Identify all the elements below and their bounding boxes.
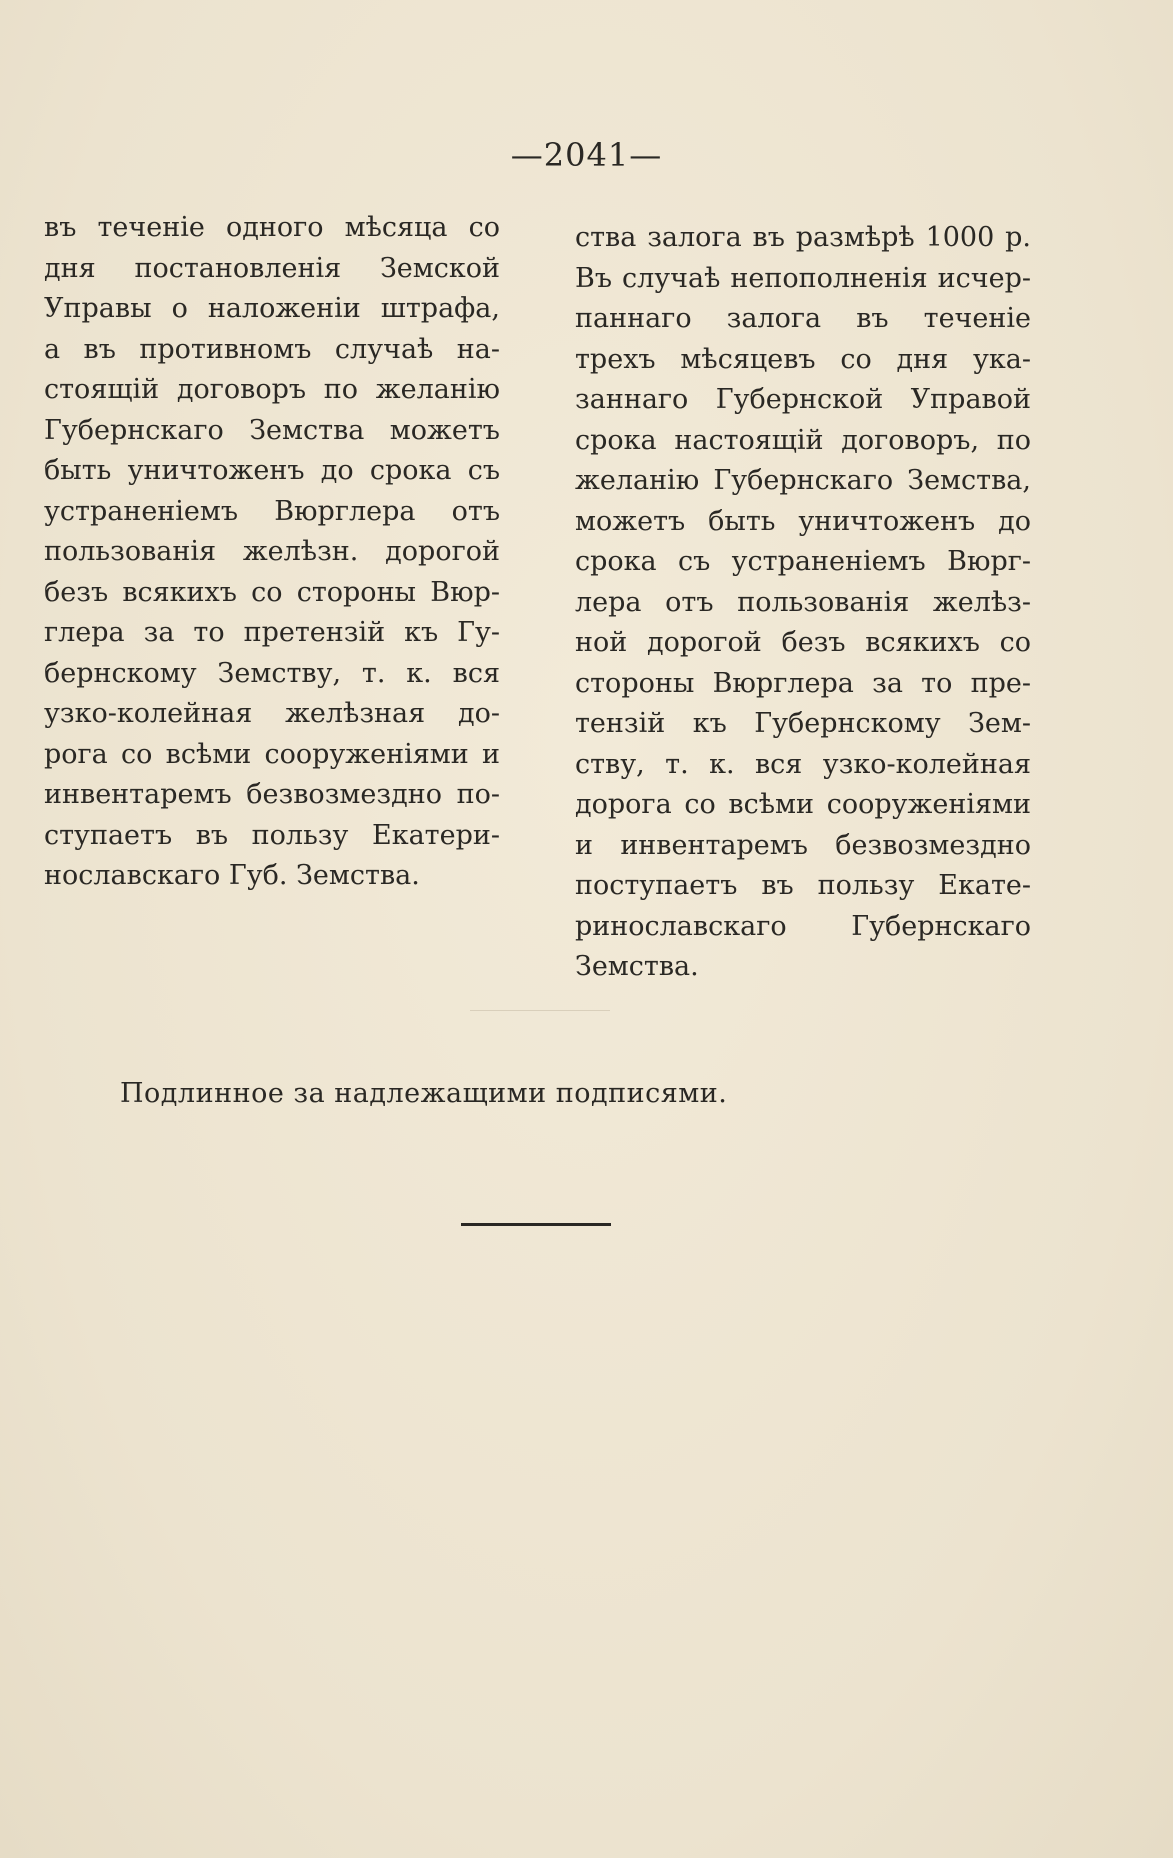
text-line: устраненіемъ Вюрглера отъ: [44, 495, 500, 527]
text-line: желанію Губернскаго Земства,: [575, 465, 1031, 496]
text-line: въ теченіе одного мѣсяца со: [44, 212, 500, 243]
text-line: стороны Вюрглера за то пре-: [575, 667, 1031, 699]
text-line: можетъ быть уничтоженъ до: [575, 505, 1031, 537]
text-line: бернскому Земству, т. к. вся: [44, 657, 500, 689]
text-line: быть уничтоженъ до срока съ: [44, 455, 500, 486]
text-line: ству, т. к. вся узко-колейная: [575, 748, 1031, 780]
text-line: срока настоящій договоръ, по: [575, 424, 1031, 456]
text-line: трехъ мѣсяцевъ со дня ука-: [575, 343, 1031, 375]
text-line: а въ противномъ случаѣ на-: [44, 333, 500, 365]
left-text-column: [44, 208, 500, 897]
closing-rule: [461, 1223, 611, 1226]
text-line: поступаетъ въ пользу Екате-: [575, 870, 1031, 901]
text-line: стоящій договоръ по желанію: [44, 374, 500, 405]
text-line: Губернскаго Земства можетъ: [44, 414, 500, 446]
text-line: Въ случаѣ непополненія исчер-: [575, 262, 1031, 294]
signature-note: Подлинное за надлежащими подписями.: [120, 1078, 728, 1109]
text-line: Управы о наложеніи штрафа,: [44, 293, 500, 324]
text-line: лера отъ пользованія желѣз-: [575, 586, 1031, 618]
text-line: ства залога въ размѣрѣ 1000 р.: [575, 222, 1031, 253]
text-line: узко-колейная желѣзная до-: [44, 698, 500, 729]
text-line: паннаго залога въ теченіе: [575, 303, 1031, 334]
text-line: дня постановленія Земской: [44, 252, 500, 284]
text-line: ринославскаго Губернскаго: [575, 910, 1031, 942]
text-line: рога со всѣми сооруженіями и: [44, 738, 500, 770]
faint-divider: [470, 1010, 610, 1011]
text-line: дорога со всѣми сооруженіями: [575, 789, 1031, 820]
right-text-column: [575, 218, 1031, 988]
text-line: глера за то претензій къ Гу-: [44, 617, 500, 648]
text-line: нославскаго Губ. Земства.: [44, 860, 420, 891]
text-line: инвентаремъ безвозмездно по-: [44, 779, 500, 810]
page-number: —2041—: [510, 136, 663, 174]
text-line: Земства.: [575, 951, 699, 982]
text-line: и инвентаремъ безвозмездно: [575, 829, 1031, 861]
text-line: заннаго Губернской Управой: [575, 384, 1031, 415]
text-line: ступаетъ въ пользу Екатери-: [44, 819, 500, 851]
text-line: пользованія желѣзн. дорогой: [44, 536, 500, 567]
text-line: безъ всякихъ со стороны Вюр-: [44, 576, 500, 608]
text-line: ной дорогой безъ всякихъ со: [575, 627, 1031, 658]
text-line: срока съ устраненіемъ Вюрг-: [575, 546, 1031, 577]
text-line: тензій къ Губернскому Зем-: [575, 708, 1031, 739]
